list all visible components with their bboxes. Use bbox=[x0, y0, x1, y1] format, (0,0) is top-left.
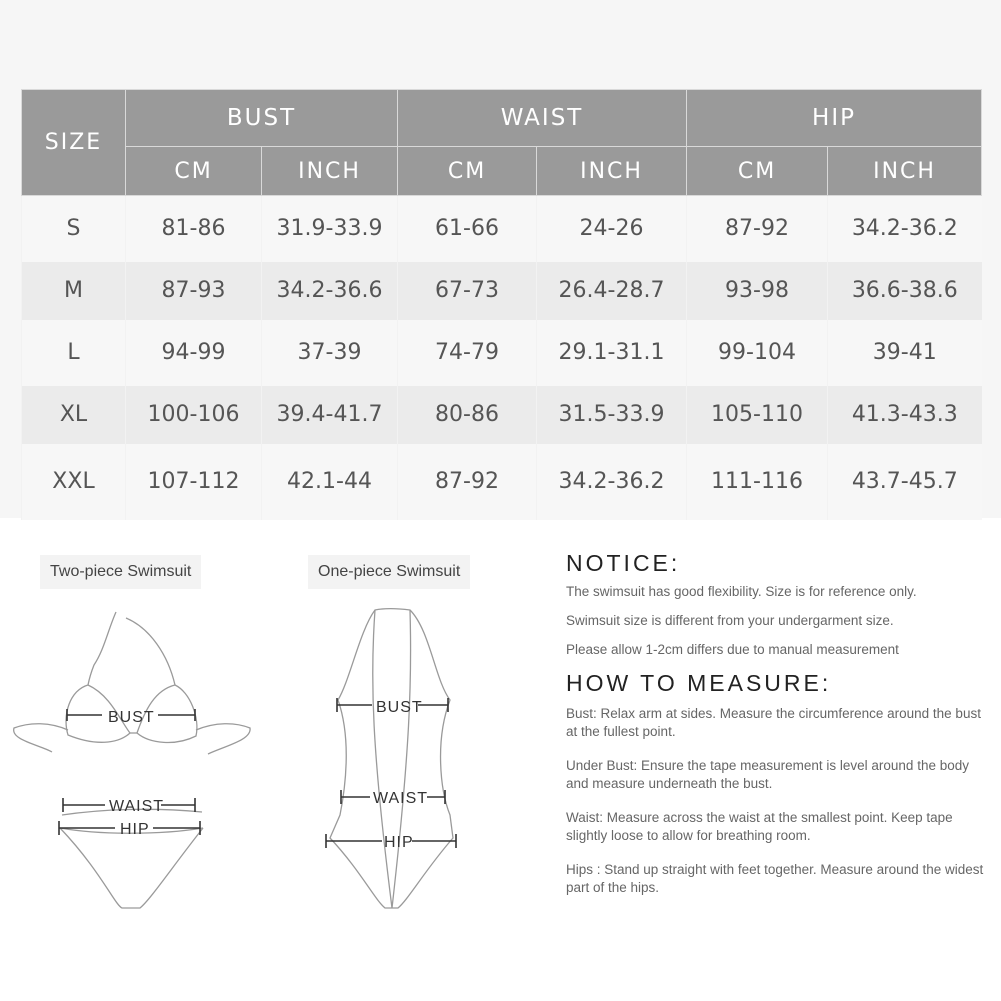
waist-inch-cell: 31.5-33.9 bbox=[537, 386, 687, 444]
bust-inch-header: INCH bbox=[262, 147, 398, 196]
bust-inch-cell: 34.2-36.6 bbox=[262, 262, 398, 320]
hip-label: HIP bbox=[384, 834, 414, 851]
bust-measure-line bbox=[337, 698, 448, 716]
bust-cm-cell: 87-93 bbox=[126, 262, 262, 320]
bust-label: BUST bbox=[376, 699, 423, 716]
waist-cm-cell: 80-86 bbox=[398, 386, 537, 444]
size-cell: L bbox=[22, 320, 126, 386]
waist-inch-header: INCH bbox=[537, 147, 687, 196]
size-cell: S bbox=[22, 196, 126, 262]
hip-group-header: HIP bbox=[687, 90, 982, 147]
hip-label: HIP bbox=[120, 821, 150, 838]
waist-inch-cell: 34.2-36.2 bbox=[537, 444, 687, 520]
hip-cm-cell: 87-92 bbox=[687, 196, 828, 262]
bust-inch-cell: 42.1-44 bbox=[262, 444, 398, 520]
table-row-l bbox=[22, 320, 982, 386]
hip-cm-cell: 99-104 bbox=[687, 320, 828, 386]
two-piece-swimsuit-illustration bbox=[0, 540, 280, 920]
bust-cm-cell: 94-99 bbox=[126, 320, 262, 386]
waist-inch-cell: 29.1-31.1 bbox=[537, 320, 687, 386]
bust-cm-cell: 107-112 bbox=[126, 444, 262, 520]
table-row-s bbox=[22, 196, 982, 262]
bust-inch-cell: 39.4-41.7 bbox=[262, 386, 398, 444]
bust-inch-cell: 31.9-33.9 bbox=[262, 196, 398, 262]
bust-cm-header: CM bbox=[126, 147, 262, 196]
waist-cm-header: CM bbox=[398, 147, 537, 196]
size-chart-table bbox=[21, 89, 982, 520]
hip-inch-cell: 34.2-36.2 bbox=[828, 196, 982, 262]
table-row-xl bbox=[22, 386, 982, 444]
hip-inch-cell: 39-41 bbox=[828, 320, 982, 386]
two-piece-title: Two-piece Swimsuit bbox=[40, 555, 201, 589]
hip-measure-line bbox=[59, 821, 200, 838]
measure-instruction-waist: Waist: Measure across the waist at the smallest point. Keep tape slightly loose to allow for breathing room. bbox=[566, 810, 953, 843]
hip-cm-header: CM bbox=[687, 147, 828, 196]
hip-cm-cell: 111-116 bbox=[687, 444, 828, 520]
waist-label: WAIST bbox=[109, 798, 165, 815]
one-piece-title: One-piece Swimsuit bbox=[308, 555, 470, 589]
bust-measure-line bbox=[67, 709, 195, 726]
waist-cm-cell: 74-79 bbox=[398, 320, 537, 386]
measure-instruction-under-bust: Under Bust: Ensure the tape measurement is level around the body and measure underneath the bust. bbox=[566, 758, 969, 791]
hip-inch-cell: 43.7-45.7 bbox=[828, 444, 982, 520]
waist-measure-line bbox=[341, 790, 445, 807]
size-cell: XXL bbox=[22, 444, 126, 520]
waist-cm-cell: 87-92 bbox=[398, 444, 537, 520]
notice-line: Swimsuit size is different from your undergarment size. bbox=[566, 613, 894, 628]
waist-cm-cell: 67-73 bbox=[398, 262, 537, 320]
table-row-m bbox=[22, 262, 982, 320]
how-to-measure-heading: HOW TO MEASURE: bbox=[566, 670, 832, 696]
size-cell: M bbox=[22, 262, 126, 320]
hip-measure-line bbox=[326, 834, 456, 851]
waist-label: WAIST bbox=[373, 790, 429, 807]
notice-heading: NOTICE: bbox=[566, 550, 681, 576]
notice-line: Please allow 1-2cm differs due to manual measurement bbox=[566, 642, 899, 657]
one-piece-swimsuit-illustration bbox=[300, 540, 520, 920]
notice-line: The swimsuit has good flexibility. Size is for reference only. bbox=[566, 584, 917, 599]
bust-cm-cell: 100-106 bbox=[126, 386, 262, 444]
size-cell: XL bbox=[22, 386, 126, 444]
waist-cm-cell: 61-66 bbox=[398, 196, 537, 262]
hip-inch-cell: 36.6-38.6 bbox=[828, 262, 982, 320]
table-row-xxl bbox=[22, 444, 982, 520]
size-column-header: SIZE bbox=[22, 90, 126, 196]
measure-instruction-bust: Bust: Relax arm at sides. Measure the circumference around the bust at the fullest point. bbox=[566, 706, 981, 739]
measure-instruction-hips: Hips : Stand up straight with feet together. Measure around the widest part of the hips. bbox=[566, 862, 984, 895]
hip-inch-header: INCH bbox=[828, 147, 982, 196]
bust-label: BUST bbox=[108, 709, 155, 726]
hip-cm-cell: 93-98 bbox=[687, 262, 828, 320]
waist-group-header: WAIST bbox=[398, 90, 687, 147]
bust-cm-cell: 81-86 bbox=[126, 196, 262, 262]
notes-panel bbox=[566, 550, 986, 913]
bust-inch-cell: 37-39 bbox=[262, 320, 398, 386]
bust-group-header: BUST bbox=[126, 90, 398, 147]
waist-inch-cell: 24-26 bbox=[537, 196, 687, 262]
waist-inch-cell: 26.4-28.7 bbox=[537, 262, 687, 320]
hip-cm-cell: 105-110 bbox=[687, 386, 828, 444]
hip-inch-cell: 41.3-43.3 bbox=[828, 386, 982, 444]
